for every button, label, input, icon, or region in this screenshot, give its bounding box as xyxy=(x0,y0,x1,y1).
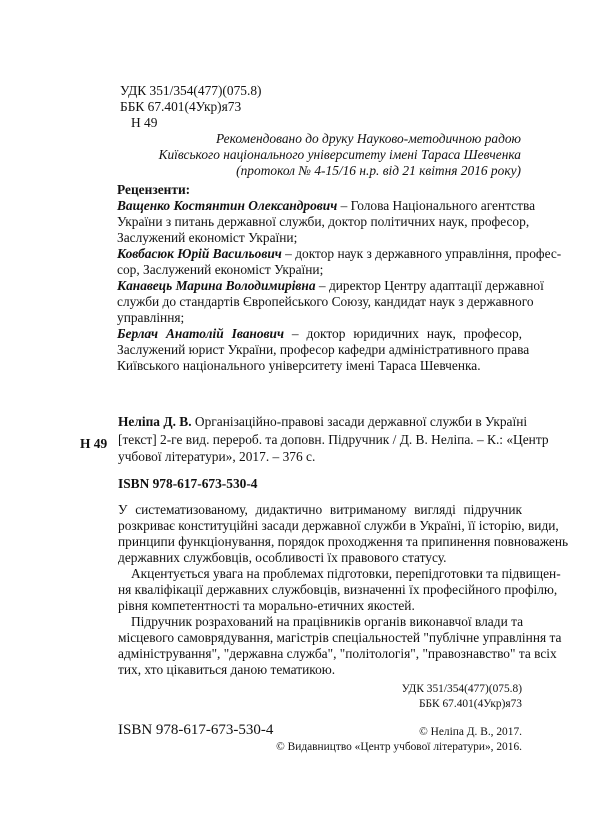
copyright-author: © Неліпа Д. В., 2017. xyxy=(419,726,522,738)
recommendation-line-1: Рекомендовано до друку Науково-методичною радою xyxy=(215,131,521,146)
catalog-isbn: ISBN 978-617-673-530-4 xyxy=(118,476,258,491)
copyright-publisher: © Видавництво «Центр учбової літератури», 2016. xyxy=(276,741,522,753)
reviewer-3-text: – директор Центру адаптації державної xyxy=(315,278,544,293)
reviewer-1-line-1 xyxy=(117,198,536,214)
author-mark-code: Н 49 xyxy=(131,115,158,130)
abstract-p3-line-4: тих, хто цікавиться даною тематикою. xyxy=(118,662,336,677)
reviewer-1-line-3: Заслужений економіст України; xyxy=(117,230,298,245)
abstract-p1-line-1: У систематизованому, дидактично витриманому вигляді підручник xyxy=(118,502,522,517)
reviewer-1-name: Ващенко Костянтин Олександрович xyxy=(117,198,338,213)
reviewer-1-text: – Голова Національного агентства xyxy=(337,198,536,213)
reviewer-4-line-3: Київського національного університету імені Тараса Шевченка. xyxy=(117,358,481,373)
reviewer-3-line-2: служби до стандартів Європейського Союзу, кандидат наук з державного xyxy=(117,294,534,309)
bottom-isbn: ISBN 978-617-673-530-4 xyxy=(118,722,274,738)
catalog-title: Організаційно-правові засади державної служби в Україні xyxy=(191,414,528,429)
udk-code: УДК 351/354(477)(075.8) xyxy=(120,83,262,98)
reviewer-4-line-2: Заслужений юрист України, професор кафедри адміністративного права xyxy=(117,342,530,357)
reviewer-2-line-1 xyxy=(117,246,562,262)
catalog-line-1 xyxy=(118,414,528,430)
reviewer-3-name: Канавець Марина Володимирівна xyxy=(117,278,316,293)
recommendation-line-3: (протокол № 4-15/16 н.р. від 21 квітня 2016 року) xyxy=(236,163,521,178)
reviewer-1-line-2: України з питань державної служби, доктор політичних наук, професор, xyxy=(117,214,530,229)
abstract-p2-line-1: Акцентується увага на проблемах підготовки, перепідготовки та підвищен- xyxy=(131,566,561,581)
abstract-p2-line-2: ня кваліфікації державних службовців, визначенні їх професійного профілю, xyxy=(118,582,558,597)
recommendation-line-2: Київського національного університету імені Тараса Шевченка xyxy=(158,147,521,162)
reviewer-2-line-2: сор, Заслужений економіст України; xyxy=(117,262,324,277)
reviewer-4-line-1 xyxy=(117,326,522,342)
catalog-code: Н 49 xyxy=(80,436,108,451)
reviewer-2-text: – доктор наук з державного управління, профес- xyxy=(281,246,562,261)
abstract-p3-line-3: адміністрування", "державна служба", "політологія", "правознавство" та всіх xyxy=(118,646,557,661)
abstract-p1-line-4: державних службовців, особливості їх правового статусу. xyxy=(118,550,447,565)
footer-udk-code: УДК 351/354(477)(075.8) xyxy=(401,683,522,695)
reviewer-3-line-1 xyxy=(117,278,544,294)
abstract-p3-line-1: Підручник розрахований на працівників органів виконавчої влади та xyxy=(131,614,524,629)
abstract-p1-line-3: принципи функціонування, порядок проходження та припинення повноважень xyxy=(118,534,569,549)
reviewer-4-name: Берлач Анатолій Іванович xyxy=(117,326,284,341)
abstract-p1-line-2: розкриває конституційні засади державної служби в Україні, її історію, види, xyxy=(118,518,559,533)
reviewers-heading: Рецензенти: xyxy=(117,182,191,197)
reviewer-3-line-3: управління; xyxy=(117,310,185,325)
catalog-author: Неліпа Д. В. xyxy=(118,414,192,429)
catalog-line-2: [текст] 2-ге вид. перероб. та доповн. Підручник / Д. В. Неліпа. – К.: «Центр xyxy=(118,432,549,447)
catalog-line-3: учбової літератури», 2017. – 376 с. xyxy=(118,449,316,464)
reviewer-2-name: Ковбасюк Юрій Васильович xyxy=(117,246,282,261)
bbk-code: ББК 67.401(4Укр)я73 xyxy=(120,99,242,114)
abstract-p3-line-2: місцевого самоврядування, магістрів спеціальностей "публічне управління та xyxy=(118,630,562,645)
footer-bbk-code: ББК 67.401(4Укр)я73 xyxy=(418,698,522,710)
reviewer-4-text: – доктор юридичних наук, професор, xyxy=(284,326,522,341)
abstract-p2-line-3: рівня компетентності та морально-етичних якостей. xyxy=(118,598,415,613)
